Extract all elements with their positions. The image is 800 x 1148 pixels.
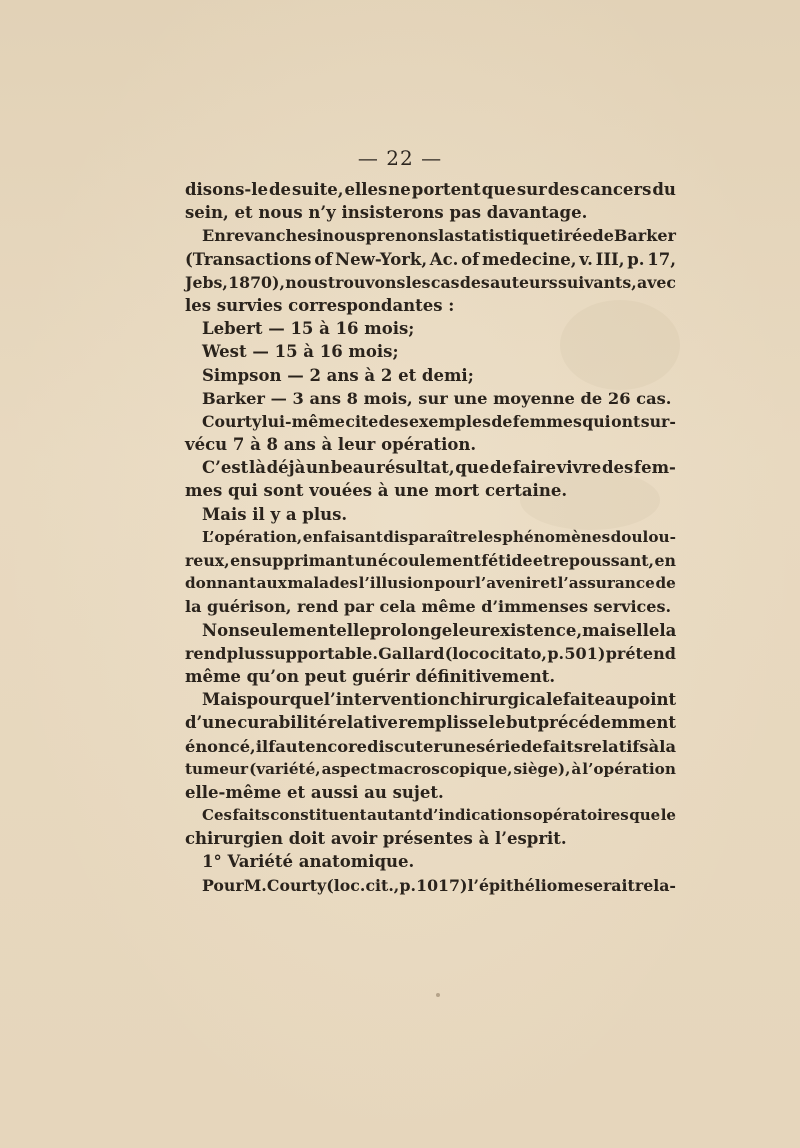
text-line: L’opération, en faisant disparaître les phénomènes doulou-	[202, 527, 676, 546]
text-line: Simpson — 2 ans à 2 et demi;	[202, 365, 474, 385]
text-line: 1° Variété anatomique.	[202, 852, 415, 872]
text-line: vécu 7 à 8 ans à leur opération.	[185, 435, 477, 455]
text-line: (Transactions of New-York, Ac. of medecine, v. III, p. 17,	[185, 249, 676, 269]
text-line: reux, en supprimant un écoulement fétide et repoussant, en	[185, 551, 676, 570]
text-line: Non seulement elle prolonge leur existence, mais elle la	[202, 620, 677, 640]
text-line: la guérison, rend par cela même d’immenses services.	[185, 597, 672, 617]
text-line: Ces faits constituent autant d’indications opératoires que le	[202, 806, 676, 825]
text-line: même qu’on peut guérir définitivement.	[185, 666, 556, 686]
text-line: les survies correspondantes :	[185, 295, 455, 315]
text-line: tumeur (variété, aspect macroscopique, siège), à l’opération	[185, 759, 676, 778]
ink-speck	[436, 993, 440, 997]
text-line: Mais pour que l’intervention chirurgicale faite au point	[202, 690, 677, 710]
text-line: West — 15 à 16 mois;	[202, 342, 399, 362]
text-line: Lebert — 15 à 16 mois;	[202, 319, 415, 339]
text-line: sein, et nous n’y insisterons pas davantage.	[185, 203, 588, 223]
text-line: énoncé, il faut encore discuter une série de faits relatifs à la	[185, 736, 676, 756]
body-text	[185, 178, 676, 897]
text-line: rend plus supportable. Gallard (loco citato, p. 501) prétend	[185, 643, 676, 663]
text-line: C’est là déjà un beau résultat, que de faire vivre des fem-	[202, 458, 676, 478]
text-line: donnant aux malades l’illusion pour l’avenir et l’assurance de	[185, 574, 676, 593]
text-line: Mais il y a plus.	[202, 504, 348, 524]
text-line: disons-le de suite, elles ne portent que sur des cancers du	[185, 180, 676, 199]
text-line: Jebs, 1870), nous trouvons les cas des auteurs suivants, avec	[185, 272, 676, 292]
text-line: chirurgien doit avoir présentes à l’esprit.	[185, 829, 567, 849]
text-line: d’une curabilité relative remplisse le but précédemment	[185, 713, 676, 733]
text-line: elle-même et aussi au sujet.	[185, 782, 444, 802]
text-line: mes qui sont vouées à une mort certaine.	[185, 481, 568, 501]
page-number: — 22 —	[357, 146, 443, 170]
text-line: Barker — 3 ans 8 mois, sur une moyenne de 26 cas.	[202, 388, 672, 408]
text-line: Courty lui-même cite des exemples de femmes qui ont sur-	[202, 411, 676, 431]
text-line: En revanche si nous prenons la statistique tirée de Barker	[202, 226, 676, 246]
text-line: Pour M. Courty (loc. cit., p. 1017) l’épithéliome serait rela-	[202, 875, 676, 895]
